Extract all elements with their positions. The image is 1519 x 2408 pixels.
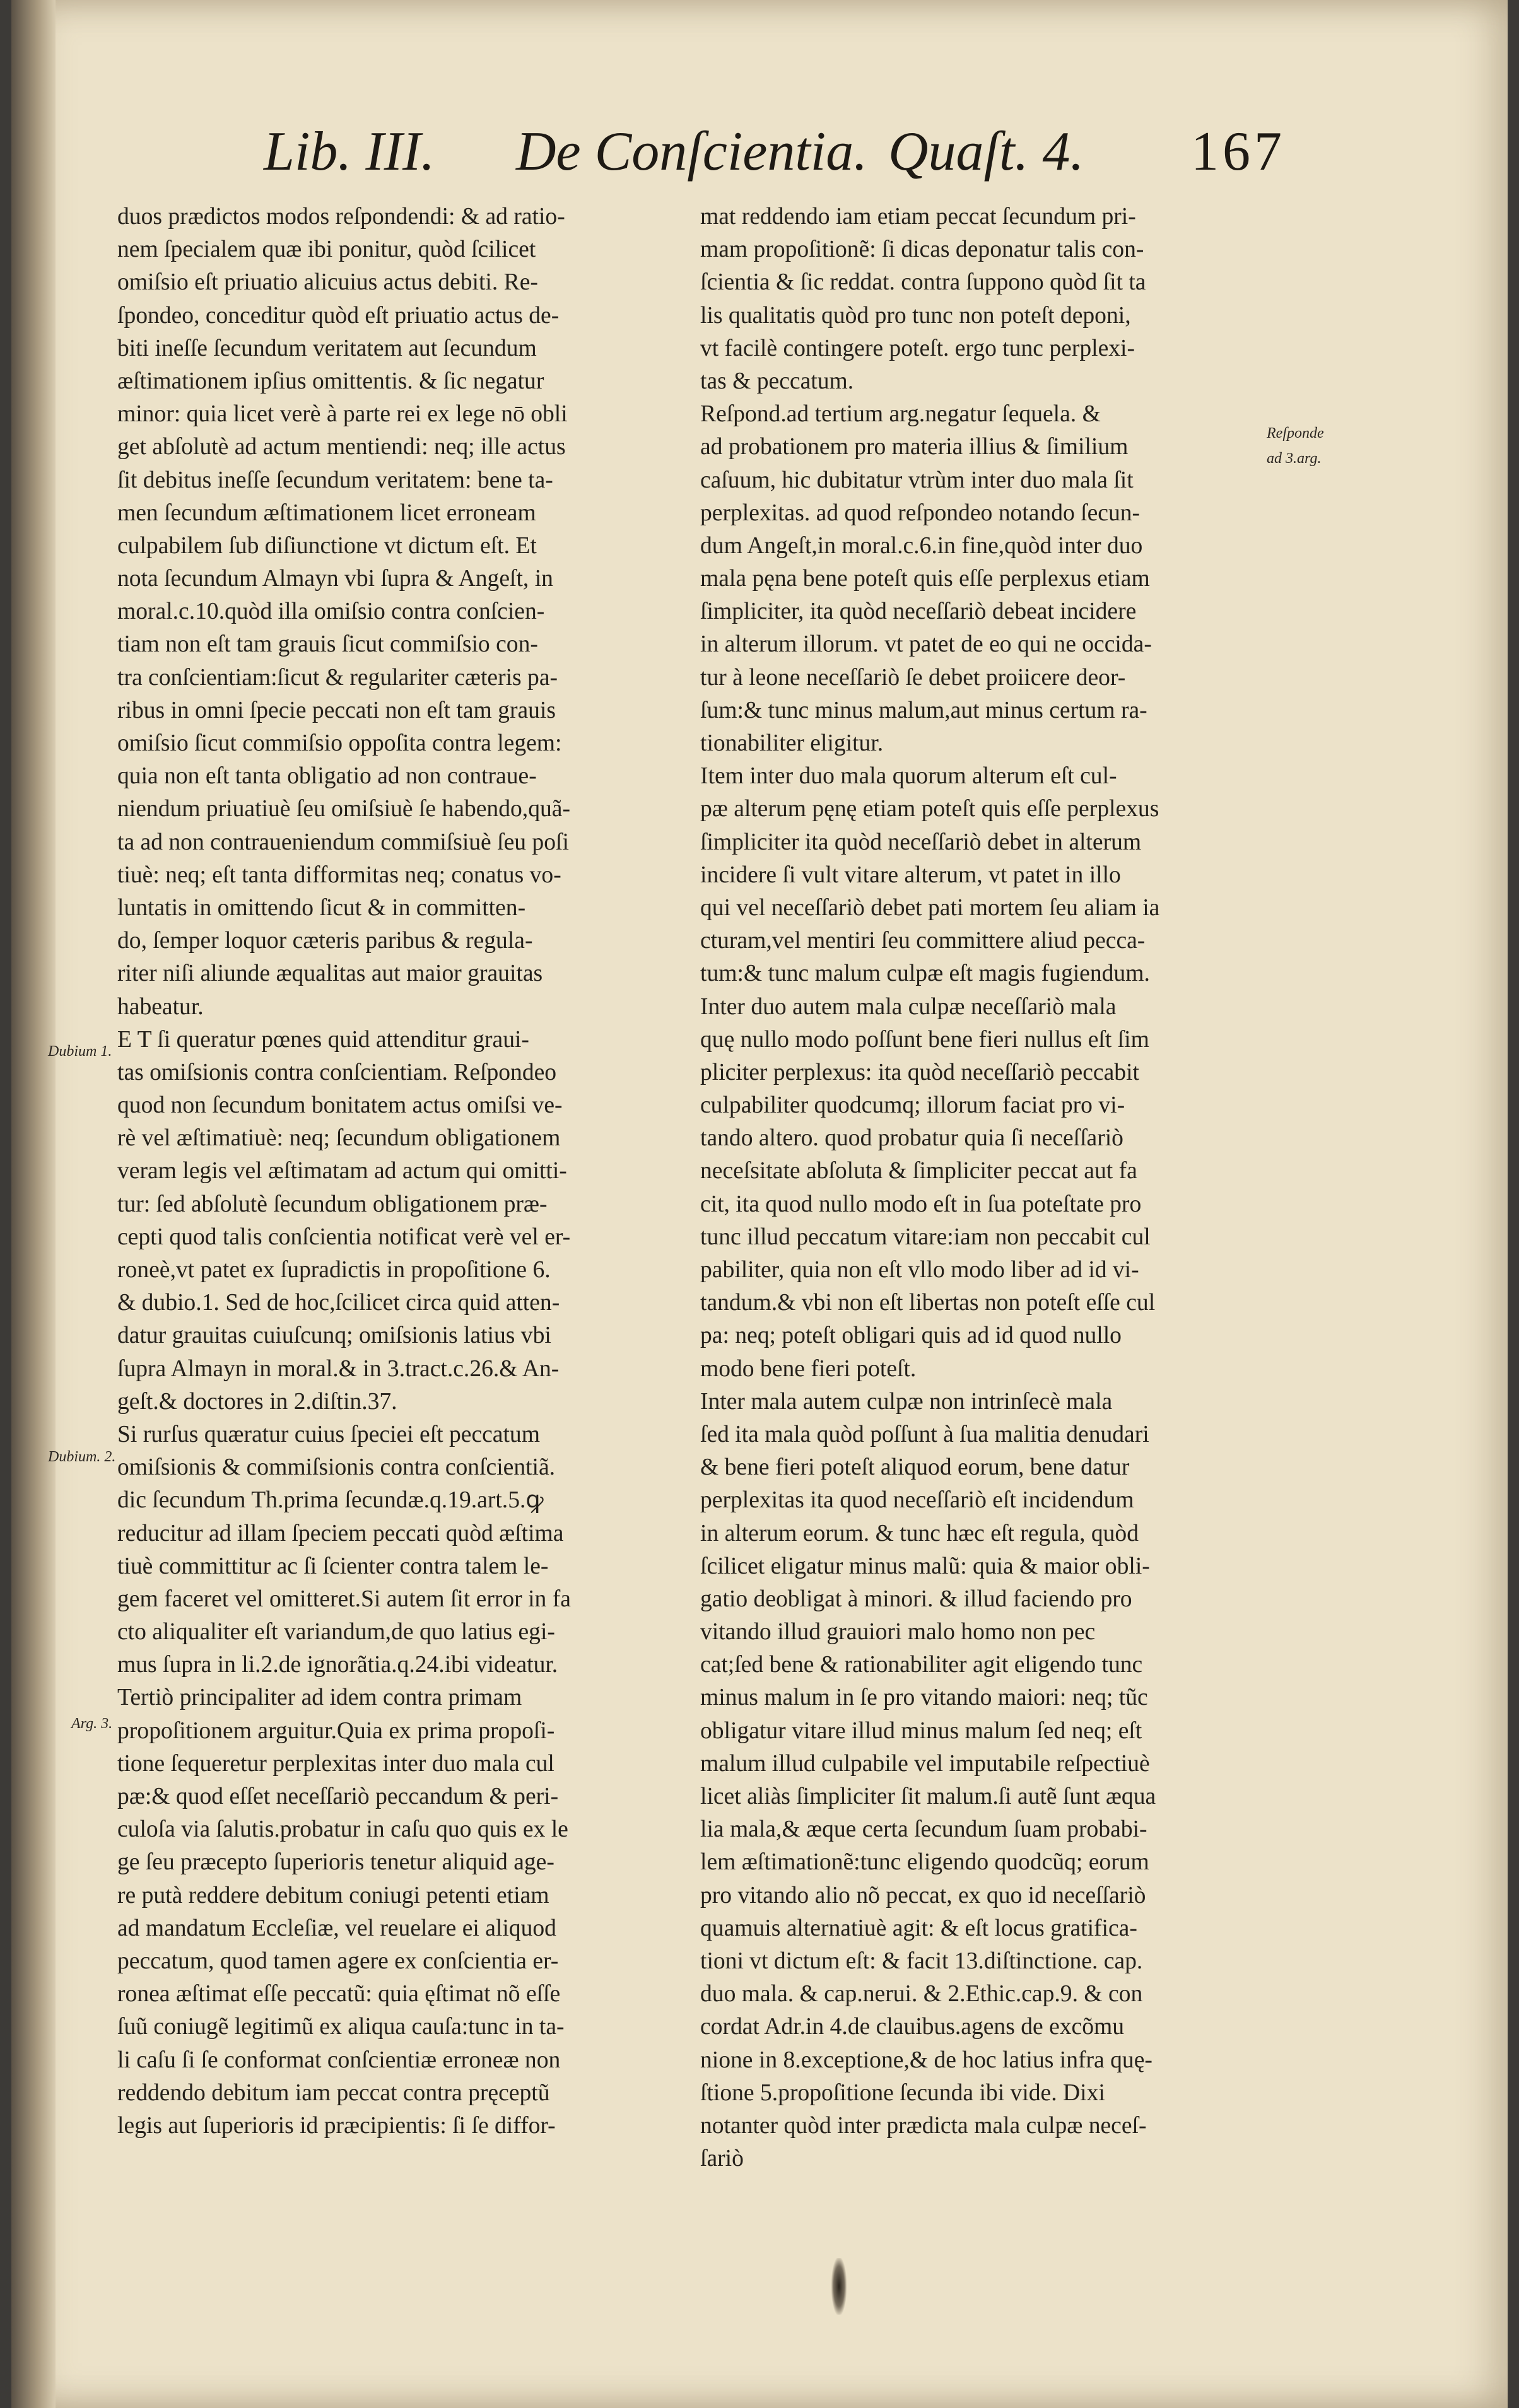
text-line: gem faceret vel omitteret.Si autem ſit error in fa xyxy=(117,1586,571,1612)
running-header xyxy=(264,120,1286,189)
text-line: tur à leone neceſſariò ſe debet proiicere deor- xyxy=(700,664,1126,691)
header-question: Quaſt. 4. xyxy=(888,121,1084,182)
text-line: mus ſupra in li.2.de ignorãtia.q.24.ibi videatur. xyxy=(117,1652,558,1678)
text-line: tunc illud peccatum vitare:iam non peccabit cul xyxy=(700,1224,1151,1250)
text-line: luntatis in omittendo ſicut & in committen- xyxy=(117,894,526,921)
text-line: & bene fieri poteſt aliquod eorum, bene datur xyxy=(700,1454,1130,1481)
text-line: neceſsitate abſoluta & ſimpliciter peccat aut fa xyxy=(700,1158,1137,1184)
text-line: tando altero. quod probatur quia ſi neceſſariò xyxy=(700,1125,1123,1152)
header-title: De Conſcientia. xyxy=(516,121,868,182)
text-line: tum:& tunc malum culpæ eſt magis fugiendum. xyxy=(700,961,1150,987)
text-line: reducitur ad illam ſpeciem peccati quòd æſtima xyxy=(117,1520,564,1546)
text-line: ſtione 5.propoſitione ſecunda ibi vide. Dixi xyxy=(700,2079,1105,2106)
text-line: licet aliàs ſimpliciter ſit malum.ſi autẽ ſunt æqua xyxy=(700,1784,1156,1809)
text-line: minus malum in ſe pro vitando maiori: neq; tũc xyxy=(700,1685,1148,1711)
text-line: cturam,vel mentiri ſeu committere aliud pecca- xyxy=(700,928,1146,954)
text-line: vt facilè contingere poteſt. ergo tunc perplexi- xyxy=(700,335,1135,361)
text-line: veram legis vel æſtimatam ad actum qui omitti- xyxy=(117,1158,567,1184)
text-line: peccatum, quod tamen agere ex conſcientia er- xyxy=(117,1948,559,1974)
text-line: tioni vt dictum eſt: & facit 13.diſtinctione. cap. xyxy=(700,1948,1143,1974)
text-line: tur: ſed abſolutè ſecundum obligationem præ- xyxy=(117,1191,548,1217)
text-line: ſuũ coniugẽ legitimũ ex aliqua cauſa:tunc in ta- xyxy=(117,2014,565,2040)
text-line: culpabilem ſub diſiunctione vt dictum eſt. Et xyxy=(117,532,537,559)
text-line: habeatur. xyxy=(117,993,204,1020)
page-number: 167 xyxy=(1191,121,1286,182)
text-line: roneè,vt patet ex ſupradictis in propoſitione 6. xyxy=(117,1257,551,1283)
text-line: mala pęna bene poteſt quis eſſe perplexus etiam xyxy=(700,566,1150,592)
text-line: pæ:& quod eſſet neceſſariò peccandum & peri- xyxy=(117,1784,559,1809)
text-line: men ſecundum æſtimationem licet erroneam xyxy=(117,500,536,526)
text-line: omiſsionis & commiſsionis contra conſcientiã. xyxy=(117,1454,556,1481)
text-line: quamuis alternatiuè agit: & eſt locus gratifica- xyxy=(700,1915,1137,1941)
text-line: biti ineſſe ſecundum veritatem aut ſecundum xyxy=(117,335,537,361)
text-line: nione in 8.exceptione,& de hoc latius infra quę- xyxy=(700,2047,1152,2073)
text-line: æſtimationem ipſius omittentis. & ſic negatur xyxy=(117,368,544,394)
text-line: do, ſemper loquor cæteris paribus & regula- xyxy=(117,928,533,954)
text-line: ad mandatum Eccleſiæ, vel reuelare ei aliquod xyxy=(117,1915,556,1941)
margin-note-dubium-2: Dubium. 2. xyxy=(48,1449,116,1465)
text-line: omiſsio ſicut commiſsio oppoſita contra legem: xyxy=(117,730,562,756)
text-line: in alterum eorum. & tunc hæc eſt regula, quòd xyxy=(700,1520,1139,1546)
text-line: cto aliqualiter eſt variandum,de quo latius egi- xyxy=(117,1619,555,1645)
text-line: perplexitas ita quod neceſſariò eſt incidendum xyxy=(700,1487,1134,1514)
text-line: vitando illud grauiori malo homo non pec xyxy=(700,1619,1096,1645)
text-line: get abſolutè ad actum mentiendi: neq; ille actus xyxy=(117,434,566,460)
text-line: tionabiliter eligitur. xyxy=(700,730,884,756)
text-line: nem ſpecialem quæ ibi ponitur, quòd ſcilicet xyxy=(117,237,536,263)
left-column xyxy=(117,201,672,2142)
text-line: dic ſecundum Th.prima ſecundæ.q.19.art.5.ꝙ xyxy=(117,1487,544,1514)
text-line: incidere ſi vult vitare alterum, vt patet in illo xyxy=(700,862,1121,888)
text-line: Si rurſus quæratur cuius ſpeciei eſt peccatum xyxy=(117,1421,540,1447)
text-line: ſcilicet eligatur minus malũ: quia & maior obli- xyxy=(700,1553,1150,1579)
margin-note-ad-arg: ad 3.arg. xyxy=(1267,450,1322,467)
text-line: & dubio.1. Sed de hoc,ſcilicet circa quid atten- xyxy=(117,1290,560,1316)
text-line: ta ad non contraueniendum commiſsiuè ſeu poſi xyxy=(117,829,569,855)
text-line: tione ſequeretur perplexitas inter duo mala cul xyxy=(117,1750,554,1777)
text-line: quę nullo modo poſſunt bene fieri nullus eſt ſim xyxy=(700,1026,1149,1053)
text-line: obligatur vitare illud minus malum ſed neq; eſt xyxy=(700,1717,1142,1744)
ink-stain xyxy=(831,2258,847,2315)
text-line: cordat Adr.in 4.de clauibus.agens de excõmu xyxy=(700,2014,1125,2040)
text-line: quod non ſecundum bonitatem actus omiſsi ve- xyxy=(117,1092,563,1119)
margin-note-responde: Reſponde xyxy=(1267,425,1324,441)
text-line: pro vitando alio nõ peccat, ex quo id neceſſariò xyxy=(700,1882,1146,1908)
text-line: tiam non eſt tam grauis ſicut commiſsio con- xyxy=(117,631,538,658)
text-line: duos prædictos modos reſpondendi: & ad ratio- xyxy=(117,204,565,230)
text-line: pliciter perplexus: ita quòd neceſſariò peccabit xyxy=(700,1059,1139,1085)
text-line: pa: neq; poteſt obligari quis ad id quod nullo xyxy=(700,1323,1122,1349)
header-book: Lib. III. xyxy=(264,121,435,182)
text-line: ſimpliciter ita quòd neceſſariò debet in alterum xyxy=(700,829,1142,855)
text-line: geſt.& doctores in 2.diſtin.37. xyxy=(117,1388,397,1415)
text-line: mat reddendo iam etiam peccat ſecundum pri- xyxy=(700,204,1136,230)
right-column xyxy=(700,201,1268,2175)
text-line: in alterum illorum. vt patet de eo qui ne occida- xyxy=(700,631,1152,658)
page-gutter xyxy=(11,0,56,2408)
text-line: li caſu ſi ſe conformat conſcientiæ erroneæ non xyxy=(117,2047,561,2073)
text-line: minor: quia licet verè à parte rei ex lege nō obli xyxy=(117,401,568,428)
text-line: notanter quòd inter prædicta mala culpæ neceſ- xyxy=(700,2112,1147,2139)
text-line: ribus in omni ſpecie peccati non eſt tam grauis xyxy=(117,697,556,723)
text-line: quia non eſt tanta obligatio ad non contraue- xyxy=(117,763,537,790)
text-line: tas omiſsionis contra conſcientiam. Reſpondeo xyxy=(117,1059,557,1085)
text-line: datur grauitas cuiuſcunq; omiſsionis latius vbi xyxy=(117,1323,551,1349)
text-line: re putà reddere debitum coniugi petenti etiam xyxy=(117,1882,549,1908)
text-line: tandum.& vbi non eſt libertas non poteſt eſſe cul xyxy=(700,1290,1156,1316)
text-line: tiuè: neq; eſt tanta difformitas neq; conatus vo- xyxy=(117,862,561,888)
text-line: rè vel æſtimatiuè: neq; ſecundum obligationem xyxy=(117,1125,561,1152)
text-line: duo mala. & cap.nerui. & 2.Ethic.cap.9. & con xyxy=(700,1981,1143,2008)
text-line: tra conſcientiam:ſicut & regulariter cæteris pa- xyxy=(117,664,558,691)
text-line: dum Angeſt,in moral.c.6.in fine,quòd inter duo xyxy=(700,532,1143,559)
text-line: ſariò xyxy=(700,2146,744,2172)
text-line: cat;ſed bene & rationabiliter agit eligendo tunc xyxy=(700,1652,1143,1678)
margin-note-dubium-1: Dubium 1. xyxy=(48,1043,112,1060)
text-line: ad probationem pro materia illius & ſimilium xyxy=(700,434,1129,460)
text-line: Inter mala autem culpæ non intrinſecè mala xyxy=(700,1388,1113,1415)
text-line: Reſpond.ad tertium arg.negatur ſequela. & xyxy=(700,401,1101,428)
text-line: pæ alterum pęnę etiam poteſt quis eſſe perplexus xyxy=(700,796,1159,822)
text-line: E T ſi queratur pœnes quid attenditur graui- xyxy=(117,1026,529,1053)
text-line: propoſitionem arguitur.Quia ex prima propoſi- xyxy=(117,1717,555,1744)
text-line: ge ſeu præcepto ſuperioris tenetur aliquid age- xyxy=(117,1849,554,1876)
text-line: cit, ita quod nullo modo eſt in ſua poteſtate pro xyxy=(700,1191,1142,1217)
margin-note-arg-3: Arg. 3. xyxy=(71,1715,113,1732)
text-line: qui vel neceſſariò debet pati mortem ſeu aliam ia xyxy=(700,894,1160,921)
text-line: legis aut ſuperioris id præcipientis: ſi ſe diffor- xyxy=(117,2112,556,2139)
text-line: niendum priuatiuè ſeu omiſsiuè ſe habendo,quã- xyxy=(117,796,570,822)
text-line: reddendo debitum iam peccat contra pręceptũ xyxy=(117,2079,550,2106)
text-line: ſpondeo, conceditur quòd eſt priuatio actus de- xyxy=(117,302,560,329)
text-line: tiuè committitur ac ſi ſcienter contra talem le- xyxy=(117,1553,549,1579)
text-line: lia mala,& æque certa ſecundum ſuam probabi- xyxy=(700,1816,1147,1843)
text-line: mam propoſitionẽ: ſi dicas deponatur talis con- xyxy=(700,237,1144,263)
text-line: malum illud culpabile vel imputabile reſpectiuè xyxy=(700,1750,1150,1777)
text-line: lis qualitatis quòd pro tunc non poteſt deponi, xyxy=(700,302,1131,329)
text-line: modo bene fieri poteſt. xyxy=(700,1355,917,1382)
text-line: lem æſtimationẽ:tunc eligendo quodcũq; eorum xyxy=(700,1849,1149,1876)
text-line: ſed ita mala quòd poſſunt à ſua malitia denudari xyxy=(700,1421,1149,1447)
text-line: nota ſecundum Almayn vbi ſupra & Angeſt, in xyxy=(117,566,553,592)
text-line: gatio deobligat à minori. & illud faciendo pro xyxy=(700,1586,1132,1612)
text-line: culpabiliter quodcumq; illorum faciat pro vi- xyxy=(700,1092,1125,1119)
text-line: culoſa via ſalutis.probatur in caſu quo quis ex le xyxy=(117,1816,568,1843)
text-line: cepti quod talis conſcientia notificat verè vel er- xyxy=(117,1224,571,1250)
text-line: caſuum, hic dubitatur vtrùm inter duo mala ſit xyxy=(700,467,1134,493)
text-line: tas & peccatum. xyxy=(700,368,854,394)
text-line: riter niſi aliunde æqualitas aut maior grauitas xyxy=(117,961,543,987)
text-line: ſit debitus ineſſe ſecundum veritatem: bene ta- xyxy=(117,467,553,493)
text-line: ronea æſtimat eſſe peccatũ: quia ęſtimat nõ eſſe xyxy=(117,1981,561,2008)
text-line: ſcientia & ſic reddat. contra ſuppono quòd ſit ta xyxy=(700,269,1146,296)
text-line: pabiliter, quia non eſt vllo modo liber ad id vi- xyxy=(700,1257,1139,1283)
text-line: omiſsio eſt priuatio alicuius actus debiti. Re- xyxy=(117,269,538,296)
text-line: Tertiò principaliter ad idem contra primam xyxy=(117,1685,522,1711)
text-line: Item inter duo mala quorum alterum eſt cul- xyxy=(700,763,1117,790)
text-line: perplexitas. ad quod reſpondeo notando ſecun- xyxy=(700,500,1141,526)
book-page xyxy=(11,0,1508,2408)
text-line: Inter duo autem mala culpæ neceſſariò mala xyxy=(700,993,1117,1020)
text-line: moral.c.10.quòd illa omiſsio contra conſcien- xyxy=(117,599,545,625)
text-line: ſupra Almayn in moral.& in 3.tract.c.26.& An- xyxy=(117,1355,560,1382)
text-line: ſimpliciter, ita quòd neceſſariò debeat incidere xyxy=(700,599,1137,625)
text-line: ſum:& tunc minus malum,aut minus certum ra- xyxy=(700,697,1147,723)
